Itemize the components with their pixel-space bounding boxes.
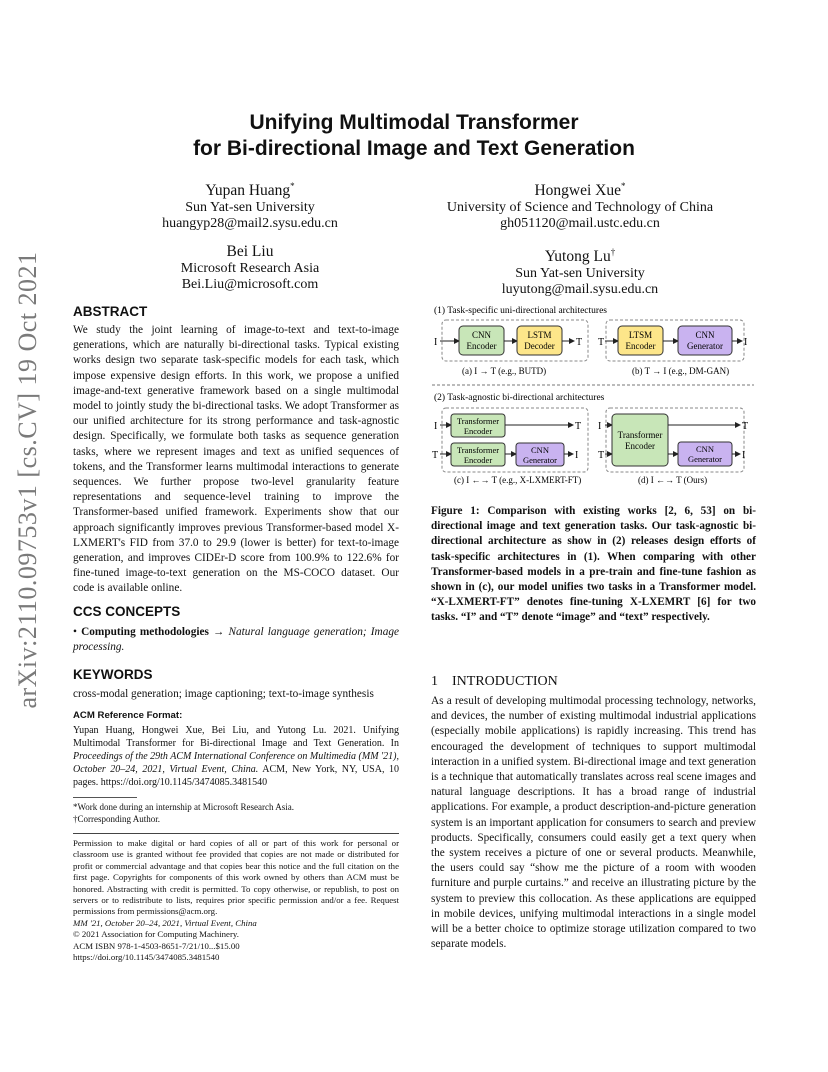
box-label: Generator bbox=[687, 341, 723, 351]
box-label: Transformer bbox=[617, 430, 663, 440]
intro-heading bbox=[431, 674, 558, 690]
io-label: T bbox=[576, 337, 583, 348]
author-name: Bei Liu bbox=[226, 243, 274, 260]
sub-caption-a: (a) I → T (e.g., BUTD) bbox=[462, 366, 547, 376]
author-affiliation: University of Science and Technology of China bbox=[446, 199, 714, 215]
io-label: T bbox=[742, 421, 749, 432]
figure-caption: Figure 1: Comparison with existing works [2, 6, 53] on bi-directional image and text generation tasks. Our task-agnostic bi-directional architecture as show in (2) releases design efforts of task-specific architectures in (1). When comparing with other Transformer-based models in a pre-train and fine-tune fashion as shown in (c), our model unifies two tasks in a Transformer model. “X-LXMERT-FT” denotes fine-tuning X-LXEMRT [6] for two tasks. “I” and “T” denote “image” and “text” respectively. bbox=[431, 505, 756, 624]
box-label: Decoder bbox=[524, 341, 555, 351]
permission-venue: MM '21, October 20–24, 2021, Virtual Event, China bbox=[73, 917, 257, 928]
box-label: Encoder bbox=[625, 341, 656, 351]
author-mark: † bbox=[610, 247, 616, 257]
box-label: Encoder bbox=[463, 455, 493, 465]
author-block-2 bbox=[430, 178, 730, 233]
figure-1-diagram bbox=[428, 300, 758, 492]
io-label: I bbox=[434, 421, 438, 432]
title-line-1: Unifying Multimodal Transformer bbox=[249, 111, 579, 134]
acm-ref-plain1: Yupan Huang, Hongwei Xue, Bei Liu, and Yutong Lu. 2021. Unifying Multimodal Transformer for Bi-directional Image and Text Generation. In bbox=[73, 725, 399, 749]
sub-caption-b: (b) T → I (e.g., DM-GAN) bbox=[632, 366, 730, 376]
sub-caption-c: (c) I ←→ T (e.g., X-LXMERT-FT) bbox=[454, 475, 582, 485]
permission-isbn: ACM ISBN 978-1-4503-8651-7/21/10...$15.00 bbox=[73, 940, 240, 951]
ccs-text bbox=[73, 625, 399, 655]
ccs-bold: Computing methodologies bbox=[81, 626, 209, 638]
title-line-2: for Bi-directional Image and Text Generation bbox=[193, 137, 635, 160]
permission-doi: https://doi.org/10.1145/3474085.3481540 bbox=[73, 952, 220, 963]
footnote-rule bbox=[73, 797, 137, 798]
footnote-1: *Work done during an internship at Microsoft Research Asia. bbox=[73, 802, 294, 812]
box-label: Transformer bbox=[456, 445, 500, 455]
intro-text: As a result of developing multimodal processing technology, networks, and devices, the number of existing multimodal industrial applications (especially mobile applications) is rapidly increasing. This trend has encouraged the development of techniques to support multimodal interaction in a unified system. Bi-directional image and text generation is a technique that automatically translates across real scene images and natural language descriptions. It has a broad range of industrial applications. For example, a product description-and-picture generation system is an important application for consumers to search and preview products. Specifically, consumers could easily get a text query when the system receives a picture of one or several products. Meanwhile, the users could say “show me the picture of a room with wooden furniture and purple curtains.” and receive an illustrating picture by the system to preview this collocation. As these applications are equipped in mobile devices, unifying multimodal interactions in a single model will be a better choice to optimize storage utilization compared to two separate models. bbox=[431, 695, 756, 951]
fig-section-2-label: (2) Task-agnostic bi-directional architectures bbox=[434, 393, 605, 403]
io-label: T bbox=[598, 450, 605, 461]
author-affiliation: Sun Yat-sen University bbox=[515, 265, 645, 281]
box-label: Generator bbox=[523, 455, 557, 465]
transformer-encoder-box bbox=[612, 414, 668, 466]
acm-ref-heading: ACM Reference Format: bbox=[73, 710, 183, 721]
author-affiliation: Sun Yat-sen University bbox=[185, 199, 315, 215]
author-name: Hongwei Xue bbox=[534, 182, 622, 200]
io-label: T bbox=[432, 450, 439, 461]
arxiv-id: arXiv:2110.09753v1 [cs.CV] 19 Oct 2021 bbox=[13, 251, 42, 709]
arxiv-stamp bbox=[8, 200, 48, 760]
author-block-1 bbox=[120, 178, 380, 233]
box-label: CNN bbox=[531, 445, 549, 455]
ccs-bullet: • bbox=[73, 626, 77, 638]
box-label: Transformer bbox=[456, 416, 500, 426]
io-label: I bbox=[742, 450, 746, 461]
keywords-text: cross-modal generation; image captioning; text-to-image synthesis bbox=[73, 688, 374, 700]
io-label: I bbox=[575, 450, 579, 461]
box-label: Encoder bbox=[625, 441, 655, 451]
box-label: LTSM bbox=[628, 330, 653, 340]
abstract-text: We study the joint learning of image-to-text and text-to-image generations, which are naturally bi-directional tasks. Typical existing works design two separate task-specific models for each task, which impose expensive design efforts. In this work, we propose a unified image-and-text generative framework based on a single multimodal model to jointly study the bi-directional tasks. We adopt Transformer as our unified architecture for its strong performance and task-agnostic design. Specifically, we formulate both tasks as sequence generation tasks, where we represent images and text as unified sequences of tokens, and the Transformer learns multimodal interactions to generate sequences. We further propose two-level granularity feature representations and sequence-level training to improve the Transformer-based unified framework. Experiments show that our approach significantly improves previous Transformer-based model X-LXMERT's FID from 37.0 to 29.9 (lower is better) for text-to-image generation, and improves CIDEr-D score from 100.9% to 122.6% for fine-tuned image-to-text generation on the MS-COCO dataset. Our code is available online. bbox=[73, 324, 399, 595]
permission-block bbox=[73, 838, 399, 963]
author-mark: * bbox=[621, 181, 626, 191]
io-label: T bbox=[598, 337, 605, 348]
author-name: Yutong Lu bbox=[544, 248, 611, 266]
box-label: Generator bbox=[688, 454, 722, 464]
acm-ref-plain2: ACM, New York, NY, USA, 10 pages. https://doi.org/10.1145/3474085.3481540 bbox=[73, 764, 400, 788]
box-label: Encoder bbox=[466, 341, 497, 351]
box-label: CNN bbox=[695, 330, 715, 340]
box-label: CNN bbox=[696, 444, 714, 454]
io-label: T bbox=[575, 421, 582, 432]
author-email: luyutong@mail.sysu.edu.cn bbox=[501, 282, 659, 298]
acm-ref-italic: Proceedings of the 29th ACM International Conference on Multimedia (MM '21), October 20–24, 2021, Virtual Event, China. bbox=[73, 751, 399, 775]
box-label: CNN bbox=[471, 330, 492, 340]
intro-number: 1 bbox=[431, 674, 438, 689]
box-label: Encoder bbox=[463, 426, 493, 436]
author-name: Yupan Huang bbox=[205, 182, 291, 200]
author-block-3 bbox=[120, 244, 380, 294]
ccs-italic: Natural language generation; Image processing. bbox=[73, 626, 399, 654]
io-label: I bbox=[434, 337, 438, 348]
io-label: I bbox=[598, 421, 602, 432]
author-email: huangyp28@mail2.sysu.edu.cn bbox=[162, 216, 338, 232]
acm-ref-text bbox=[73, 724, 399, 789]
author-block-4 bbox=[430, 244, 730, 299]
abstract-heading: ABSTRACT bbox=[73, 304, 148, 319]
permission-text: Permission to make digital or hard copies of all or part of this work for personal or classroom use is granted without fee provided that copies are not made or distributed for profit or commercial advantage and that copies bear this notice and the full citation on the first page. Copyrights for components of this work owned by others than ACM must be honored. Abstracting with credit is permitted. To copy otherwise, or republish, to post on servers or to redistribute to lists, requires prior specific permission and/or a fee. Request permissions from permissions@acm.org. bbox=[73, 838, 399, 917]
permission-rule bbox=[73, 833, 399, 834]
permission-copyright: © 2021 Association for Computing Machinery. bbox=[73, 929, 239, 940]
keywords-heading: KEYWORDS bbox=[73, 667, 153, 682]
sub-caption-d: (d) I ←→ T (Ours) bbox=[638, 475, 708, 485]
footnote-2: †Corresponding Author. bbox=[73, 814, 160, 824]
paper-title bbox=[0, 110, 828, 162]
ccs-arrow: → bbox=[213, 626, 225, 638]
intro-title: INTRODUCTION bbox=[452, 674, 558, 689]
author-email: Bei.Liu@microsoft.com bbox=[181, 277, 319, 292]
author-email: gh051120@mail.ustc.edu.cn bbox=[500, 216, 660, 232]
author-affiliation: Microsoft Research Asia bbox=[180, 260, 320, 276]
fig-section-1-label: (1) Task-specific uni-directional architectures bbox=[434, 306, 607, 316]
author-mark: * bbox=[290, 181, 295, 191]
ccs-heading: CCS CONCEPTS bbox=[73, 604, 181, 619]
box-label: LSTM bbox=[527, 330, 552, 340]
io-label: I bbox=[744, 337, 748, 348]
